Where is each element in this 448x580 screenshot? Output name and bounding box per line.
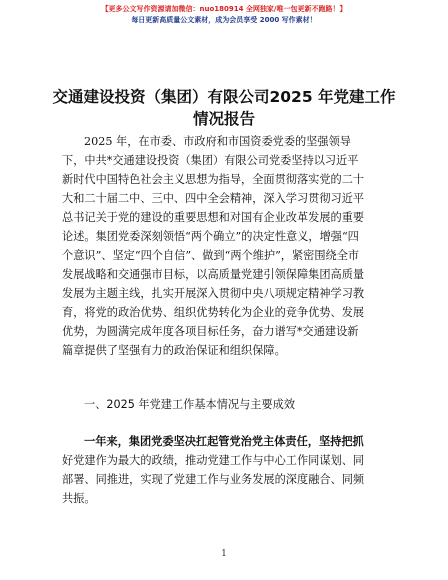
paragraph-line: 发展为主题主线，扎实开展深入贯彻中央八项规定精神学习教 bbox=[62, 287, 365, 300]
paragraph-line: 共振。 bbox=[62, 492, 96, 505]
paragraph-line: 论述。集团党委深刻领悟“两个确立”的决定性意义，增强“四 bbox=[62, 230, 359, 243]
paragraph-line: 发展战略和交通强市目标，以高质量党建引领保障集团高质量 bbox=[62, 268, 365, 281]
paragraph-line: 新时代中国特色社会主义思想为指导，全面贯彻落实党的二十 bbox=[62, 173, 365, 186]
intro-paragraph bbox=[62, 132, 390, 360]
paragraph-line: 部署、同推进，实现了党建工作与业务发展的深度融合、同频 bbox=[62, 473, 365, 486]
promo-banner-line2: 每日更新高质量公文素材，成为会员享受 2000 写作素材！ bbox=[131, 16, 317, 24]
document-title-line1: 交通建设投资（集团）有限公司2025 年党建工作 bbox=[52, 88, 396, 106]
document-title-line2: 情况报告 bbox=[192, 110, 255, 128]
section-heading-text: 一、2025 年党建工作基本情况与主要成效 bbox=[84, 398, 296, 411]
page-number: 1 bbox=[221, 549, 227, 559]
paragraph-line: 育，将党的政治优势、组织优势转化为企业的竞争优势、发展 bbox=[62, 306, 365, 319]
paragraph-lead-line: 一年来，集团党委坚决扛起管党治党主体责任，坚持把抓 bbox=[84, 435, 364, 448]
paragraph-line: 篇章提供了坚强有力的政治保证和组织保障。 bbox=[62, 344, 286, 357]
paragraph-line: 2025 年，在市委、市政府和市国资委党委的坚强领导 bbox=[84, 135, 351, 148]
paragraph-line: 总书记关于党的建设的重要思想和对国有企业改革发展的重要 bbox=[62, 211, 365, 224]
section-heading bbox=[62, 395, 390, 414]
section-paragraph bbox=[62, 432, 390, 508]
paragraph-line: 优势，为圆满完成年度各项目标任务，奋力谱写*交通建设新 bbox=[62, 325, 359, 338]
promo-banner-line1: 【更多公文写作资源请加微信：nuo180914 全网独家/唯一包更新不跑路！】 bbox=[101, 5, 347, 13]
paragraph-line: 大和二十届二中、三中、四中全会精神，深入学习贯彻习近平 bbox=[62, 192, 365, 205]
paragraph-line: 下，中共*交通建设投资（集团）有限公司党委坚持以习近平 bbox=[62, 154, 359, 167]
paragraph-line: 好党建作为最大的政绩，推动党建工作与中心工作同谋划、同 bbox=[62, 454, 365, 467]
paragraph-line: 个意识”、坚定“四个自信”、做到“两个维护”，紧密围绕全市 bbox=[62, 249, 360, 262]
